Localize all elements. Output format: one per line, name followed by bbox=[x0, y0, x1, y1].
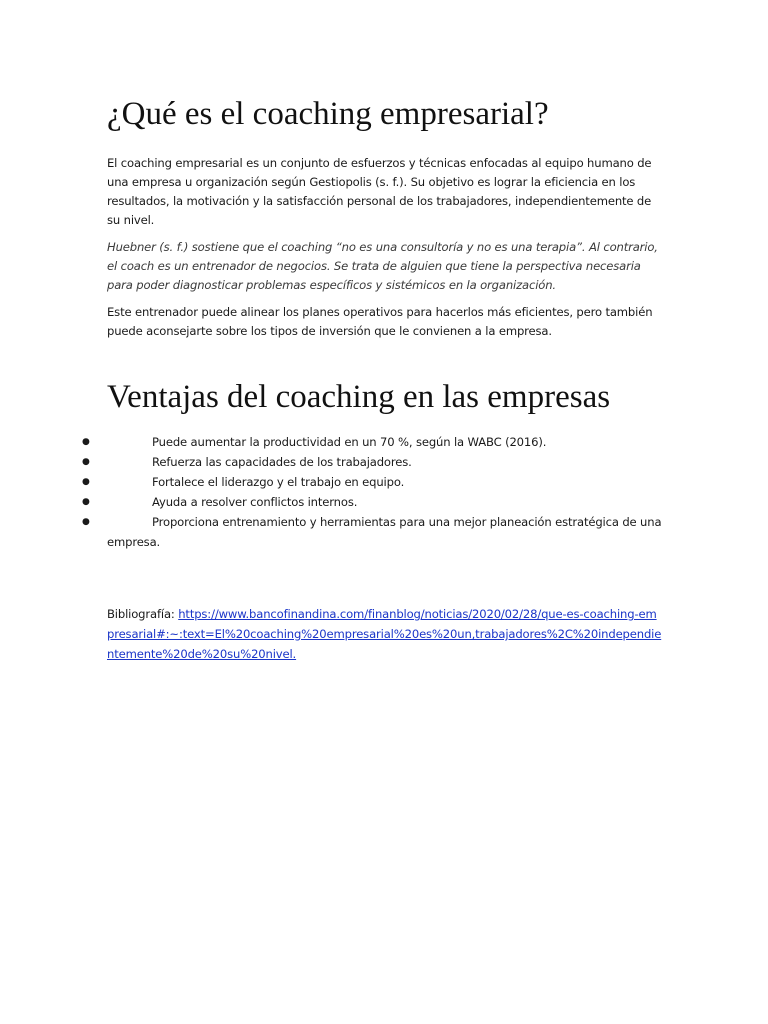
list-item bbox=[82, 452, 663, 472]
bibliography bbox=[107, 604, 663, 664]
list-item-text: Proporciona entrenamiento y herramientas para una mejor planeación estratégica de una empresa. bbox=[107, 515, 662, 549]
bullet-icon: ● bbox=[82, 457, 90, 467]
benefits-list bbox=[82, 432, 663, 552]
list-item-text: Puede aumentar la productividad en un 70 %, según la WABC (2016). bbox=[152, 435, 547, 449]
list-item-text: Ayuda a resolver conflictos internos. bbox=[152, 495, 358, 509]
bullet-icon: ● bbox=[82, 477, 90, 487]
paragraph-definition: El coaching empresarial es un conjunto de esfuerzos y técnicas enfocadas al equipo humano de una empresa u organización según Gestiopolis (s. f.). Su objetivo es lograr la eficiencia en los resultados, la motivación y la satisfacción personal de los trabajadores, independientemente de su nivel. bbox=[107, 156, 652, 227]
heading-advantages: Ventajas del coaching en las empresas bbox=[107, 379, 611, 415]
list-item bbox=[82, 492, 663, 512]
bullet-icon: ● bbox=[82, 437, 90, 447]
bullet-icon: ● bbox=[82, 517, 90, 527]
paragraph-trainer: Este entrenador puede alinear los planes operativos para hacerlos más eficientes, pero también puede aconsejarte sobre los tipos de inversión que le convienen a la empresa. bbox=[107, 305, 653, 338]
paragraph-huebner-quote: Huebner (s. f.) sostiene que el coaching “no es una consultoría y no es una terapia”. Al contrario, el coach es un entrenador de negocios. Se trata de alguien que tiene la perspectiva necesaria para poder diagnosticar problemas específicos y sistémicos en la organización. bbox=[107, 240, 658, 292]
list-item-text: Refuerza las capacidades de los trabajadores. bbox=[152, 455, 412, 469]
bullet-icon: ● bbox=[82, 497, 90, 507]
bibliography-link[interactable]: https://www.bancofinandina.com/finanblog/noticias/2020/02/28/que-es-coaching-empresarial#:~:text=El%20coaching%20empresarial%20es%20un,trabajadores%2C%20independientemente%20de%20su%20nivel. bbox=[107, 607, 662, 661]
bibliography-label: Bibliografía: bbox=[107, 607, 175, 621]
list-item-text: Fortalece el liderazgo y el trabajo en equipo. bbox=[152, 475, 405, 489]
document-content bbox=[82, 92, 663, 664]
list-item bbox=[82, 512, 663, 552]
list-item bbox=[82, 432, 663, 452]
list-item bbox=[82, 472, 663, 492]
heading-what-is-coaching: ¿Qué es el coaching empresarial? bbox=[107, 96, 549, 132]
